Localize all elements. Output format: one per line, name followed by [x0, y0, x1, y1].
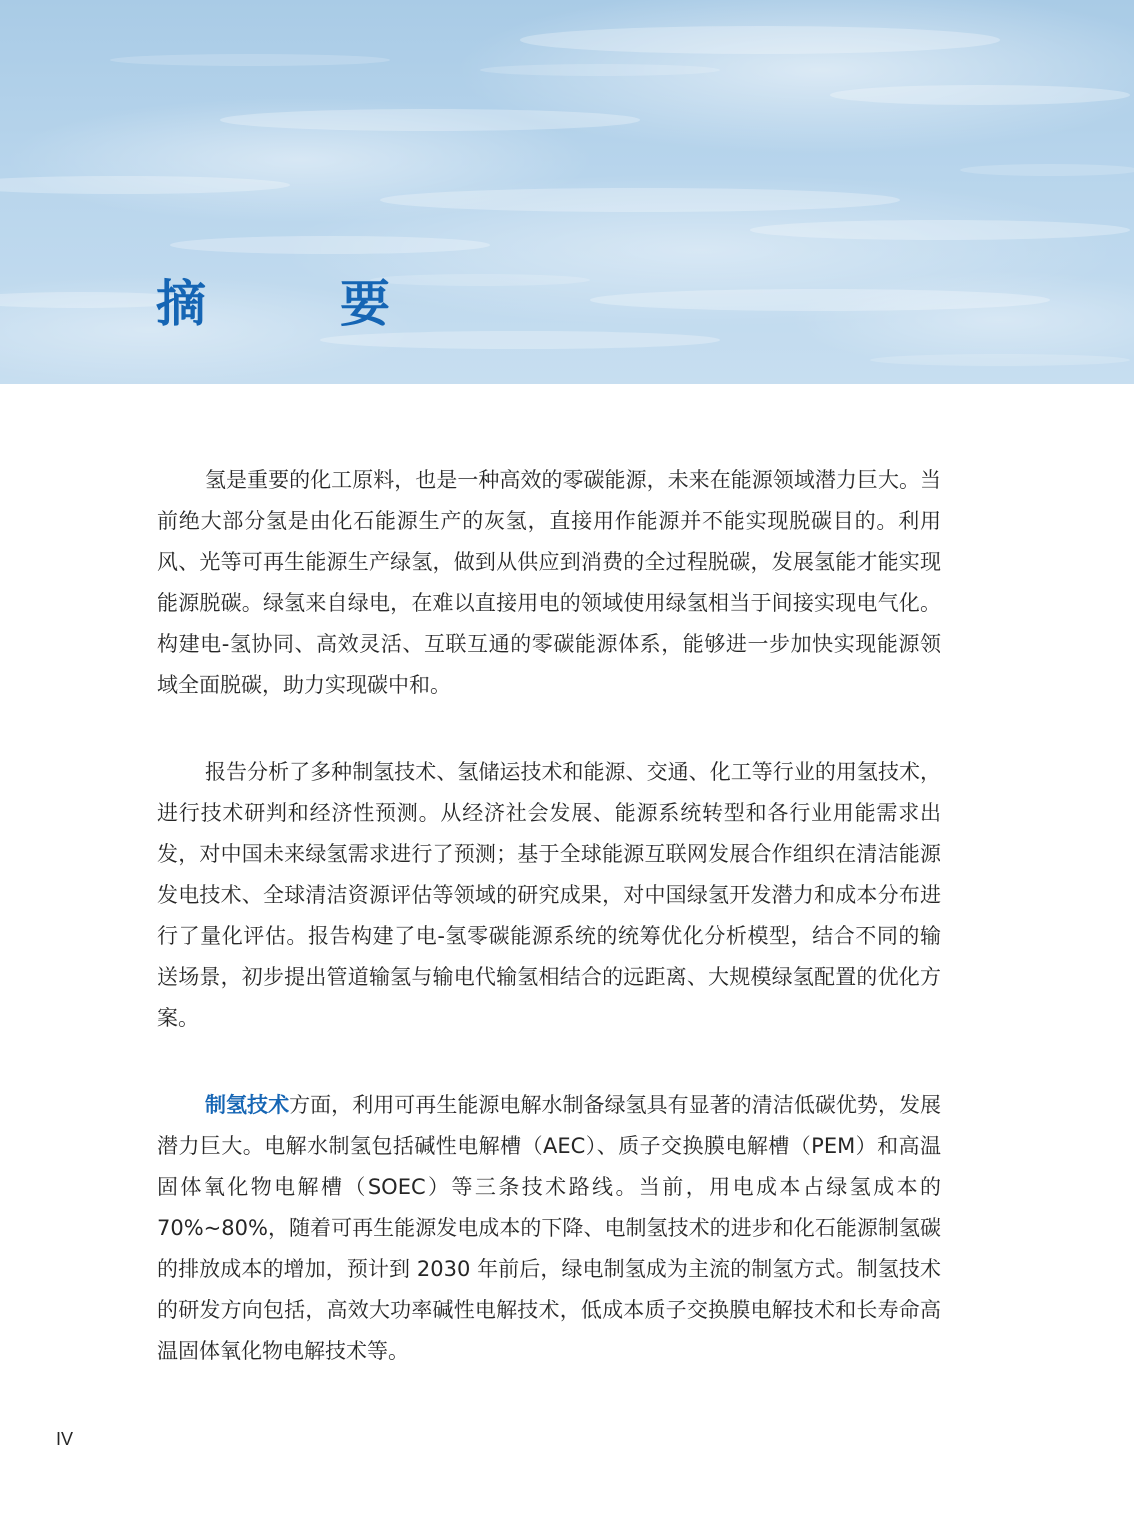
page-title: 摘 要 — [156, 275, 432, 333]
paragraph-intro — [157, 460, 941, 706]
paragraph-hydrogen-production — [157, 1085, 941, 1372]
paragraph-text: 报告分析了多种制氢技术、氢储运技术和能源、交通、化工等行业的用氢技术，进行技术研判和经济性预测。从经济社会发展、能源系统转型和各行业用能需求出发，对中国未来绿氢需求进行了预测；基于全球能源互联网发展合作组织在清洁能源发电技术、全球清洁资源评估等领域的研究成果，对中国绿氢开发潜力和成本分布进行了量化评估。报告构建了电-氢零碳能源系统的统筹优化分析模型，结合不同的输送场景，初步提出管道输氢与输电代输氢相结合的远距离、大规模绿氢配置的优化方案。 — [157, 760, 941, 1030]
abstract-body — [157, 460, 941, 1372]
paragraph-report-analysis — [157, 752, 941, 1039]
section-keyword-highlight: 制氢技术 — [205, 1093, 290, 1117]
paragraph-text: 方面，利用可再生能源电解水制备绿氢具有显著的清洁低碳优势，发展潜力巨大。电解水制氢包括碱性电解槽（AEC）、质子交换膜电解槽（PEM）和高温固体氧化物电解槽（SOEC）等三条技术路线。当前，用电成本占绿氢成本的 70%~80%，随着可再生能源发电成本的下降、电制氢技术的进步和化石能源制氢碳的排放成本的增加，预计到 2030 年前后，绿电制氢成为主流的制氢方式。制氢技术的研发方向包括，高效大功率碱性电解技术，低成本质子交换膜电解技术和长寿命高温固体氧化物电解技术等。 — [157, 1093, 942, 1363]
paragraph-text: 氢是重要的化工原料，也是一种高效的零碳能源，未来在能源领域潜力巨大。当前绝大部分氢是由化石能源生产的灰氢，直接用作能源并不能实现脱碳目的。利用风、光等可再生能源生产绿氢，做到从供应到消费的全过程脱碳，发展氢能才能实现能源脱碳。绿氢来自绿电，在难以直接用电的领域使用绿氢相当于间接实现电气化。构建电-氢协同、高效灵活、互联互通的零碳能源体系，能够进一步加快实现能源领域全面脱碳，助力实现碳中和。 — [157, 468, 941, 697]
sky-header-banner — [0, 0, 1134, 384]
page-number: IV — [56, 1429, 74, 1449]
